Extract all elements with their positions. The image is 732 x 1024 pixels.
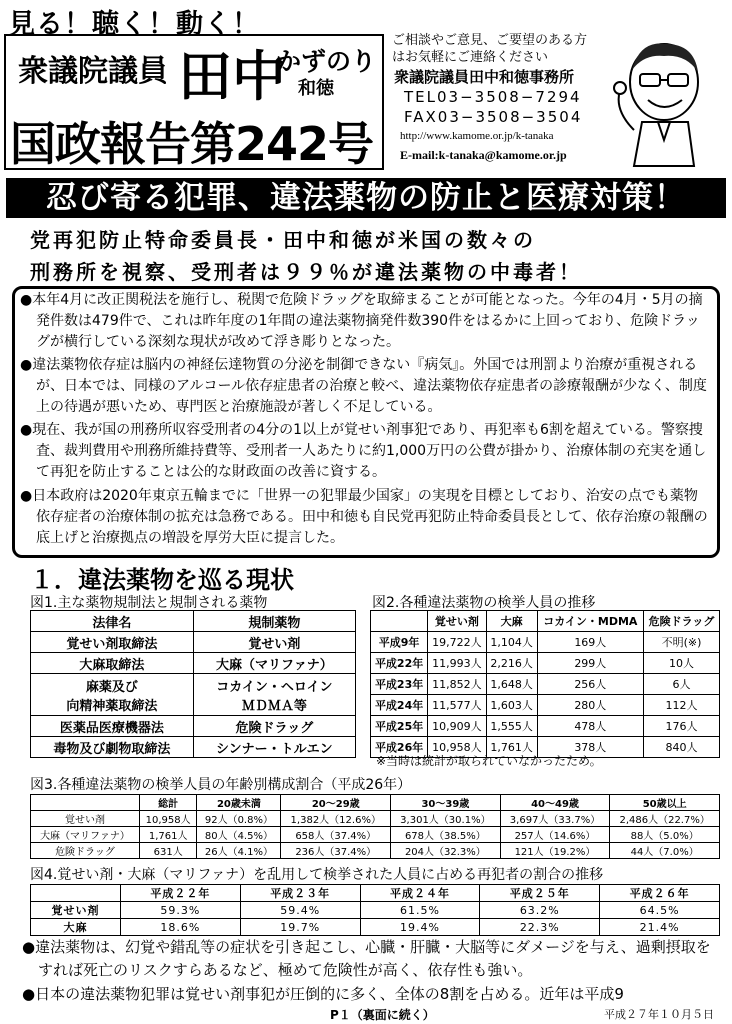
summary-bullet: ●現在、我が国の刑務所収容受刑者の4分の1以上が覚せい剤事犯であり、再犯率も6割を超えている。警察捜査、裁判費用や刑務所維持費等、受刑者一人あたりに約1,000万円の公費が掛かり、治療体制の充実を通して再犯を防止することは公的な財政面の改善に資する。: [20, 422, 707, 480]
table-cell: 大麻取締法: [31, 653, 194, 674]
table-cell: 478人: [537, 716, 643, 737]
table-cell: 256人: [537, 674, 643, 695]
table-cell: 10,958人: [428, 737, 486, 758]
table-cell: 1,555人: [486, 716, 537, 737]
table-cell: 678人（38.5%）: [391, 827, 501, 843]
table-cell: 88人（5.0%）: [610, 827, 720, 843]
fig2-header: 大麻: [486, 611, 537, 632]
fig1-header: 規制薬物: [193, 611, 355, 632]
subheadline-line: 党再犯防止特命委員長・田中和徳が米国の数々の: [30, 228, 536, 252]
table-cell: 18.6%: [121, 919, 241, 936]
table-cell: 80人（4.5%）: [197, 827, 281, 843]
family-name: 田中: [178, 45, 286, 108]
table-cell: 覚せい剤: [193, 632, 355, 653]
fig3-header: [31, 795, 140, 811]
table-cell: 平成26年: [371, 737, 428, 758]
table-cell: 覚せい剤: [31, 811, 140, 827]
table-cell: 1,648人: [486, 674, 537, 695]
table-cell: 平成9年: [371, 632, 428, 653]
body-bullet: ●違法薬物は、幻覚や錯乱等の症状を引き起こし、心臓・肝臓・大脳等にダメージを与え、過剰摂取をすれば死亡のリスクすらあるなど、極めて危険性が高く、依存性も強い。: [22, 938, 711, 979]
fig3-table: [30, 794, 720, 859]
table-cell: 1,761人: [139, 827, 196, 843]
fig4-header: 平成２３年: [240, 885, 360, 902]
contact-line: はお気軽にご連絡ください: [392, 50, 549, 65]
table-cell: 1,104人: [486, 632, 537, 653]
table-cell: 3,697人（33.7%）: [500, 811, 610, 827]
table-cell: 840人: [644, 737, 720, 758]
fig1-table: [30, 610, 356, 758]
table-cell: 204人（32.3%）: [391, 843, 501, 859]
given-name-kana: かずのり: [276, 47, 377, 76]
summary-bullet: ●違法薬物依存症は脳内の神経伝達物質の分泌を制御できない『病気』。外国では刑罰より治療が重視されるが、日本では、同様のアルコール依存症患者の治療と較べ、違法薬物依存症患者の診療報酬が少なく、制度上の待遇が悪いため、専門医と治療施設が著しく不足している。: [20, 357, 707, 415]
table-cell: 44人（7.0%）: [610, 843, 720, 859]
table-row: [31, 737, 356, 758]
fig3-title: 図3.各種違法薬物の検挙人員の年齢別構成割合（平成26年）: [30, 777, 412, 793]
table-cell: 257人（14.6%）: [500, 827, 610, 843]
issue-date: 平成２７年１０月５日: [604, 1008, 714, 1021]
table-cell: 6人: [644, 674, 720, 695]
slogan: 見る！聴く！動く！: [8, 9, 260, 40]
table-cell: シンナー・トルエン: [193, 737, 355, 758]
table-cell: 10人: [644, 653, 720, 674]
table-cell: 11,852人: [428, 674, 486, 695]
table-cell: 63.2%: [480, 902, 600, 919]
fig4-header: 平成２６年: [600, 885, 720, 902]
table-cell: 平成25年: [371, 716, 428, 737]
fig4-title: 図4.覚せい剤・大麻（マリファナ）を乱用して検挙された人員に占める再犯者の割合の推移: [30, 867, 604, 883]
table-row: [371, 632, 720, 653]
fig3-header: 50歳以上: [610, 795, 720, 811]
table-cell: 22.3%: [480, 919, 600, 936]
table-cell: 平成22年: [371, 653, 428, 674]
table-cell: 59.3%: [121, 902, 241, 919]
table-cell: 10,958人: [139, 811, 196, 827]
table-cell: 平成24年: [371, 695, 428, 716]
table-cell: 毒物及び劇物取締法: [31, 737, 194, 758]
table-cell: 2,486人（22.7%）: [610, 811, 720, 827]
role-label: 衆議院議員: [18, 54, 168, 89]
fax-number: FAX03−3508−3504: [404, 108, 583, 126]
table-cell: 1,382人（12.6%）: [281, 811, 391, 827]
table-cell: 覚せい剤取締法: [31, 632, 194, 653]
table-cell: 大麻: [31, 919, 121, 936]
table-cell: 280人: [537, 695, 643, 716]
page-number: P１（裏面に続く）: [330, 1008, 435, 1022]
table-cell: 19.4%: [360, 919, 480, 936]
fig3-header: 20歳未満: [197, 795, 281, 811]
office-name: 衆議院議員田中和徳事務所: [394, 68, 575, 86]
table-cell: 大麻（マリファナ）: [193, 653, 355, 674]
table-cell: 2,216人: [486, 653, 537, 674]
contact-message: [392, 32, 587, 66]
table-cell: 大麻（マリファナ）: [31, 827, 140, 843]
table-cell: 平成23年: [371, 674, 428, 695]
table-cell: 医薬品医療機器法: [31, 716, 194, 737]
body-bullet: ●日本の違法薬物犯罪は覚せい剤事犯が圧倒的に多く、全体の8割を占める。近年は平成9: [22, 985, 624, 1003]
table-row: [371, 653, 720, 674]
table-cell: 169人: [537, 632, 643, 653]
table-cell: 26人（4.1%）: [197, 843, 281, 859]
table-cell: 92人（0.8%）: [197, 811, 281, 827]
table-row: [371, 716, 720, 737]
table-cell: 麻薬及び 向精神薬取締法: [31, 674, 194, 716]
summary-bullet: ●本年4月に改正関税法を施行し、税関で危険ドラッグを取締まることが可能となった。今年の4月・5月の摘発件数は479件で、これは昨年度の1年間の違法薬物摘発件数390件をはるかに上回っており、危険ドラッグが横行している深刻な現状が改めて浮き彫りとなった。: [20, 292, 703, 350]
table-row: [371, 695, 720, 716]
table-cell: 631人: [139, 843, 196, 859]
table-cell: 59.4%: [240, 902, 360, 919]
table-cell: 61.5%: [360, 902, 480, 919]
fig2-table: [370, 610, 720, 758]
subheadline-line: 刑務所を視察、受刑者は９９％が違法薬物の中毒者！: [30, 260, 582, 284]
email-link[interactable]: E-mail:k-tanaka@kamome.or.jp: [400, 148, 567, 162]
fig4-header: 平成２５年: [480, 885, 600, 902]
table-cell: 236人（37.4%）: [281, 843, 391, 859]
table-row: [31, 919, 720, 936]
table-cell: 176人: [644, 716, 720, 737]
fig4-header: 平成２２年: [121, 885, 241, 902]
table-cell: 1,761人: [486, 737, 537, 758]
table-cell: 11,577人: [428, 695, 486, 716]
fig2-header: コカイン・MDMA: [537, 611, 643, 632]
website-link[interactable]: http://www.kamome.or.jp/k-tanaka: [400, 130, 554, 142]
table-cell: 64.5%: [600, 902, 720, 919]
section-title: １．違法薬物を巡る現状: [30, 566, 294, 594]
report-title: 国政報告第242号: [10, 117, 374, 171]
fig4-header: [31, 885, 121, 902]
fig3-header: 総計: [139, 795, 196, 811]
table-cell: 112人: [644, 695, 720, 716]
fig2-title: 図2.各種違法薬物の検挙人員の推移: [372, 595, 596, 611]
table-row: [31, 653, 356, 674]
table-row: [31, 674, 356, 716]
table-row: [31, 632, 356, 653]
table-cell: 19.7%: [240, 919, 360, 936]
table-cell: 危険ドラッグ: [31, 843, 140, 859]
fig3-header: 20～29歳: [281, 795, 391, 811]
fig1-title: 図1.主な薬物規制法と規制される薬物: [30, 595, 268, 611]
table-row: [31, 843, 720, 859]
fig4-table: [30, 884, 720, 936]
table-cell: 覚せい剤: [31, 902, 121, 919]
table-cell: 1,603人: [486, 695, 537, 716]
table-cell: 3,301人（30.1%）: [391, 811, 501, 827]
table-cell: 21.4%: [600, 919, 720, 936]
fig3-header: 40～49歳: [500, 795, 610, 811]
contact-line: ご相談やご意見、ご要望のある方: [392, 33, 588, 48]
table-row: [31, 716, 356, 737]
table-cell: 11,993人: [428, 653, 486, 674]
fig2-header: 危険ドラッグ: [644, 611, 720, 632]
table-cell: 危険ドラッグ: [193, 716, 355, 737]
table-cell: 378人: [537, 737, 643, 758]
fig2-header: 覚せい剤: [428, 611, 486, 632]
headline-banner: 忍び寄る犯罪、違法薬物の防止と医療対策！: [6, 178, 726, 218]
table-cell: 658人（37.4%）: [281, 827, 391, 843]
table-row: [31, 902, 720, 919]
fig2-note: ※当時は統計が取られていなかったため。: [376, 754, 602, 768]
tel-number: TEL03−3508−7294: [404, 88, 582, 106]
table-cell: 299人: [537, 653, 643, 674]
fig4-header: 平成２４年: [360, 885, 480, 902]
table-cell: 不明(※): [644, 632, 720, 653]
table-cell: コカイン・ヘロイン ＭＤＭＡ等: [193, 674, 355, 716]
table-cell: 10,909人: [428, 716, 486, 737]
given-name-kanji: 和徳: [298, 78, 334, 99]
fig1-header: 法律名: [31, 611, 194, 632]
table-cell: 19,722人: [428, 632, 486, 653]
fig2-header: [371, 611, 428, 632]
table-cell: 121人（19.2%）: [500, 843, 610, 859]
table-row: [371, 674, 720, 695]
caricature-icon: [604, 30, 724, 170]
table-row: [31, 811, 720, 827]
table-row: [31, 827, 720, 843]
fig3-header: 30～39歳: [391, 795, 501, 811]
summary-bullet: ●日本政府は2020年東京五輪までに「世界一の犯罪最少国家」の実現を目標としており、治安の点でも薬物依存症者の治療体制の拡充は急務である。田中和徳も自民党再犯防止特命委員長として、依存治療の報酬の底上げと治療拠点の増設を厚労大臣に提言した。: [20, 488, 708, 546]
